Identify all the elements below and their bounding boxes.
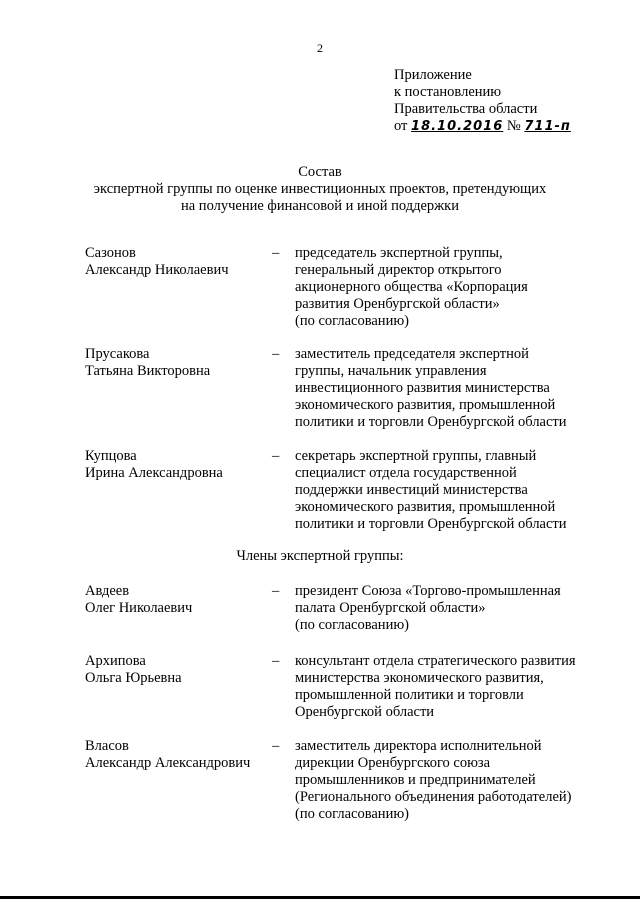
- member-given-name: Татьяна Викторовна: [85, 363, 211, 379]
- role-line: заместитель директора исполнительной: [295, 738, 542, 754]
- entry-dash: –: [272, 448, 280, 464]
- entry-dash: –: [272, 245, 280, 261]
- role-line: инвестиционного развития министерства: [295, 380, 550, 396]
- title-line-2: экспертной группы по оценке инвестиционных проектов, претендующих: [93, 181, 547, 197]
- role-line: дирекции Оренбургского союза: [295, 755, 491, 771]
- appendix-line-3: Правительства области: [394, 101, 538, 117]
- page-number: 2: [317, 41, 323, 55]
- member-surname: Власов: [85, 738, 129, 754]
- number-label: №: [506, 118, 521, 134]
- member-role: [295, 346, 605, 431]
- member-role: [295, 245, 605, 330]
- member-name: [85, 448, 265, 482]
- role-line: политики и торговли Оренбургской области: [295, 516, 567, 532]
- title-line-1: Состав: [298, 164, 342, 180]
- role-line: экономического развития, промышленной: [295, 499, 556, 515]
- member-given-name: Ирина Александровна: [85, 465, 223, 481]
- member-given-name: Александр Николаевич: [85, 262, 229, 278]
- appendix-line-1: Приложение: [394, 67, 472, 83]
- member-surname: Архипова: [85, 653, 146, 669]
- role-line: генеральный директор открытого: [295, 262, 502, 278]
- role-line: секретарь экспертной группы, главный: [295, 448, 537, 464]
- role-line: экономического развития, промышленной: [295, 397, 556, 413]
- role-line: президент Союза «Торгово-промышленная: [295, 583, 561, 599]
- role-line: (по согласованию): [295, 806, 409, 822]
- role-line: развития Оренбургской области»: [295, 296, 500, 312]
- role-line: поддержки инвестиций министерства: [295, 482, 528, 498]
- role-line: промышленной политики и торговли: [295, 687, 524, 703]
- role-line: палата Оренбургской области»: [295, 600, 486, 616]
- member-name: [85, 346, 265, 380]
- role-line: заместитель председателя экспертной: [295, 346, 529, 362]
- role-line: группы, начальник управления: [295, 363, 487, 379]
- entry-dash: –: [272, 583, 280, 599]
- appendix-line-2: к постановлению: [394, 84, 502, 100]
- member-surname: Прусакова: [85, 346, 150, 362]
- member-role: [295, 583, 605, 634]
- role-line: (по согласованию): [295, 617, 409, 633]
- member-name: [85, 245, 265, 279]
- title-line-3: на получение финансовой и иной поддержки: [180, 198, 459, 214]
- member-name: [85, 738, 265, 772]
- member-surname: Купцова: [85, 448, 137, 464]
- member-role: [295, 448, 605, 533]
- entry-dash: –: [272, 738, 280, 754]
- role-line: консультант отдела стратегического развития: [295, 653, 576, 669]
- role-line: Оренбургской области: [295, 704, 435, 720]
- role-line: (Регионального объединения работодателей): [295, 789, 572, 805]
- document-title: [0, 164, 640, 215]
- role-line: специалист отдела государственной: [295, 465, 517, 481]
- scan-bottom-edge: [0, 896, 640, 905]
- member-role: [295, 738, 605, 823]
- member-name: [85, 583, 265, 617]
- entry-dash: –: [272, 346, 280, 362]
- appendix-block: [394, 67, 624, 135]
- member-given-name: Ольга Юрьевна: [85, 670, 182, 686]
- handwritten-number: 711-п: [524, 119, 571, 134]
- members-heading: Члены экспертной группы:: [236, 548, 404, 564]
- member-surname: Сазонов: [85, 245, 136, 261]
- entry-dash: –: [272, 653, 280, 669]
- role-line: промышленников и предпринимателей: [295, 772, 536, 788]
- role-line: министерства экономического развития,: [295, 670, 544, 686]
- role-line: политики и торговли Оренбургской области: [295, 414, 567, 430]
- member-name: [85, 653, 265, 687]
- member-role: [295, 653, 605, 721]
- member-given-name: Олег Николаевич: [85, 600, 193, 616]
- member-surname: Авдеев: [85, 583, 130, 599]
- handwritten-date: 18.10.2016: [411, 119, 504, 134]
- appendix-date-line: [394, 118, 624, 135]
- role-line: (по согласованию): [295, 313, 409, 329]
- date-prefix: от: [394, 118, 408, 134]
- member-given-name: Александр Александрович: [85, 755, 251, 771]
- role-line: председатель экспертной группы,: [295, 245, 503, 261]
- role-line: акционерного общества «Корпорация: [295, 279, 528, 295]
